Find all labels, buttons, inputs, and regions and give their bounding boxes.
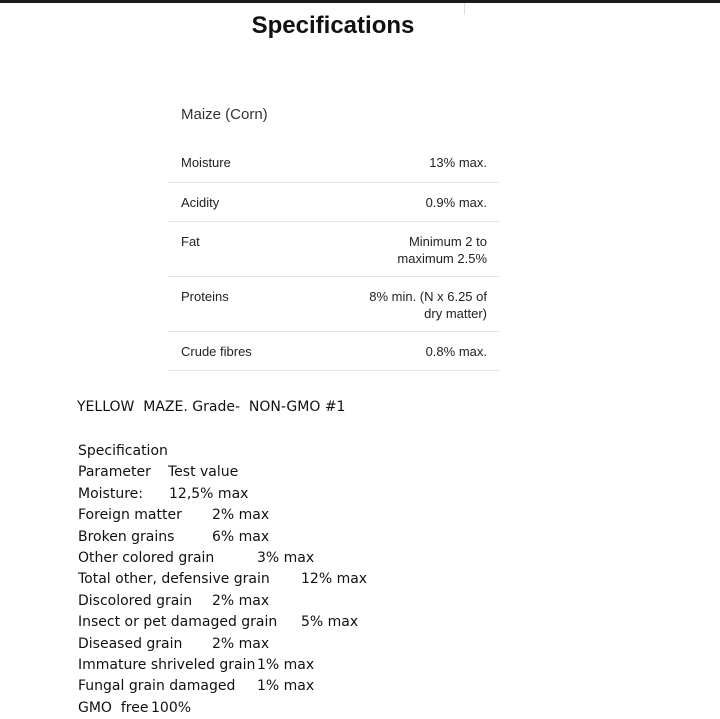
spec-name: Fat: [181, 234, 200, 249]
spec-row-moisture: [168, 143, 500, 183]
spec-row-proteins: [168, 277, 500, 332]
product-name: Maize (Corn): [181, 106, 268, 123]
spec-value: Minimum 2 to maximum 2.5%: [397, 234, 487, 266]
spec-value: 13% max.: [429, 155, 487, 170]
grade-line: YELLOW MAZE. Grade- NON-GMO #1: [77, 399, 346, 415]
spec-value: 0.8% max.: [425, 344, 487, 359]
spec-name: Proteins: [181, 289, 229, 304]
spec-row-acidity: [168, 183, 500, 222]
top-border: [0, 0, 720, 3]
column-test-value: Test value: [168, 464, 239, 481]
spec-name: Acidity: [181, 195, 220, 210]
spec-table: [168, 143, 500, 371]
spec-name: Crude fibres: [181, 344, 252, 359]
spec-value: 0.9% max.: [425, 195, 487, 210]
page-title: Specifications: [251, 12, 415, 39]
column-parameter: Parameter: [78, 464, 151, 481]
spec-row-fat: [168, 222, 500, 277]
spec-row-crude-fibres: [168, 332, 500, 371]
spec-name: Moisture: [181, 155, 231, 170]
spec-value: 8% min. (N x 6.25 of dry matter): [369, 289, 487, 321]
